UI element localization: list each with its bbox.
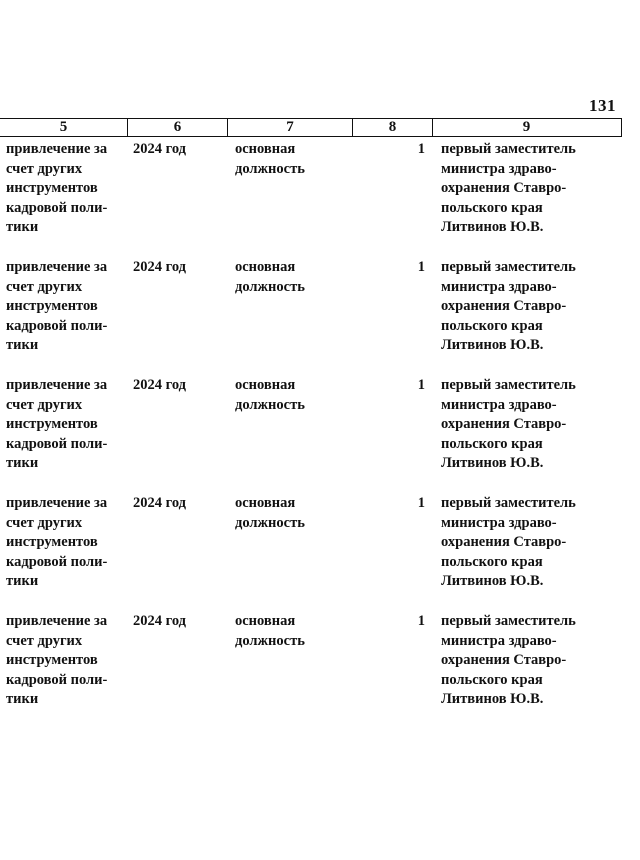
- cell-mechanism-line: кадровой поли-: [6, 199, 108, 216]
- cell-year: 2024 год: [133, 259, 187, 275]
- cell-position-type-line: основная: [235, 613, 296, 629]
- cell-mechanism-line: счет других: [6, 160, 83, 177]
- table-body: [0, 140, 640, 730]
- cell-responsible-line: первый заместитель: [441, 259, 576, 275]
- cell-position-type: [235, 140, 355, 179]
- cell-position-type-line: основная: [235, 259, 296, 275]
- cell-position-type: [235, 258, 355, 297]
- column-header-7: 7: [227, 119, 352, 136]
- cell-count: 1: [417, 377, 425, 393]
- cell-responsible-line: охранения Ставро-: [441, 298, 567, 314]
- cell-mechanism-line: инструментов: [6, 534, 98, 550]
- cell-responsible: [441, 258, 636, 356]
- cell-responsible-line: первый заместитель: [441, 377, 576, 393]
- cell-mechanism-line: тики: [6, 337, 39, 353]
- cell-position-type-line: должность: [235, 514, 305, 531]
- cell-mechanism-line: инструментов: [6, 652, 98, 668]
- cell-responsible-line: министра здраво-: [441, 160, 557, 177]
- cell-responsible-line: охранения Ставро-: [441, 652, 567, 668]
- cell-responsible-line: охранения Ставро-: [441, 534, 567, 550]
- cell-position-type: [235, 376, 355, 415]
- cell-mechanism: [6, 376, 124, 474]
- cell-mechanism-line: кадровой поли-: [6, 317, 108, 334]
- cell-year: 2024 год: [133, 141, 187, 157]
- cell-responsible-line: первый заместитель: [441, 495, 576, 511]
- cell-responsible-line: Литвинов Ю.В.: [441, 219, 544, 235]
- cell-count: 1: [417, 259, 425, 275]
- cell-mechanism-line: инструментов: [6, 298, 98, 314]
- cell-responsible-line: польского края: [441, 553, 543, 570]
- cell-responsible-line: министра здраво-: [441, 278, 557, 295]
- column-header-8: 8: [352, 119, 432, 136]
- cell-mechanism-line: тики: [6, 691, 39, 707]
- column-header-6: 6: [127, 119, 227, 136]
- cell-mechanism-line: счет других: [6, 514, 83, 531]
- cell-mechanism: [6, 612, 124, 710]
- cell-mechanism-line: привлечение за: [6, 141, 108, 157]
- cell-position-type-line: основная: [235, 377, 296, 393]
- table-row: [0, 258, 640, 376]
- cell-responsible-line: министра здраво-: [441, 632, 557, 649]
- cell-position-type-line: основная: [235, 495, 296, 511]
- cell-mechanism-line: привлечение за: [6, 495, 108, 511]
- cell-count: 1: [417, 141, 425, 157]
- cell-mechanism-line: инструментов: [6, 180, 98, 196]
- cell-responsible: [441, 494, 636, 592]
- cell-count: 1: [417, 495, 425, 511]
- cell-year: 2024 год: [133, 377, 187, 393]
- cell-mechanism-line: счет других: [6, 632, 83, 649]
- column-header-5: 5: [59, 119, 68, 135]
- column-header-9: 9: [432, 119, 620, 136]
- table-row: [0, 140, 640, 258]
- cell-mechanism-line: тики: [6, 219, 39, 235]
- cell-responsible-line: польского края: [441, 671, 543, 688]
- cell-mechanism: [6, 258, 124, 356]
- cell-position-type-line: должность: [235, 396, 305, 413]
- cell-responsible-line: охранения Ставро-: [441, 416, 567, 432]
- cell-responsible-line: министра здраво-: [441, 396, 557, 413]
- cell-responsible-line: Литвинов Ю.В.: [441, 691, 544, 707]
- cell-responsible-line: польского края: [441, 199, 543, 216]
- cell-mechanism-line: инструментов: [6, 416, 98, 432]
- cell-responsible-line: Литвинов Ю.В.: [441, 455, 544, 471]
- cell-mechanism-line: тики: [6, 455, 39, 471]
- cell-responsible: [441, 140, 636, 238]
- cell-responsible: [441, 376, 636, 474]
- cell-responsible-line: Литвинов Ю.В.: [441, 337, 544, 353]
- cell-responsible-line: охранения Ставро-: [441, 180, 567, 196]
- cell-year: 2024 год: [133, 495, 187, 511]
- cell-mechanism: [6, 140, 124, 238]
- cell-responsible-line: польского края: [441, 435, 543, 452]
- cell-position-type-line: основная: [235, 141, 296, 157]
- cell-responsible-line: министра здраво-: [441, 514, 557, 531]
- cell-position-type-line: должность: [235, 278, 305, 295]
- table-row: [0, 376, 640, 494]
- cell-responsible-line: Литвинов Ю.В.: [441, 573, 544, 589]
- cell-mechanism-line: привлечение за: [6, 377, 108, 393]
- cell-responsible-line: польского края: [441, 317, 543, 334]
- cell-responsible-line: первый заместитель: [441, 613, 576, 629]
- cell-year: 2024 год: [133, 613, 187, 629]
- cell-mechanism-line: привлечение за: [6, 613, 108, 629]
- cell-mechanism-line: счет других: [6, 278, 83, 295]
- page-number: 131: [589, 96, 616, 115]
- cell-count: 1: [417, 613, 425, 629]
- cell-mechanism-line: тики: [6, 573, 39, 589]
- cell-mechanism-line: счет других: [6, 396, 83, 413]
- cell-mechanism-line: кадровой поли-: [6, 435, 108, 452]
- table-row: [0, 612, 640, 730]
- cell-position-type: [235, 612, 355, 651]
- table-row: [0, 494, 640, 612]
- cell-mechanism-line: привлечение за: [6, 259, 108, 275]
- cell-mechanism-line: кадровой поли-: [6, 553, 108, 570]
- cell-position-type: [235, 494, 355, 533]
- cell-responsible-line: первый заместитель: [441, 141, 576, 157]
- table-header: [0, 118, 622, 137]
- cell-mechanism: [6, 494, 124, 592]
- cell-position-type-line: должность: [235, 160, 305, 177]
- cell-responsible: [441, 612, 636, 710]
- cell-mechanism-line: кадровой поли-: [6, 671, 108, 688]
- cell-position-type-line: должность: [235, 632, 305, 649]
